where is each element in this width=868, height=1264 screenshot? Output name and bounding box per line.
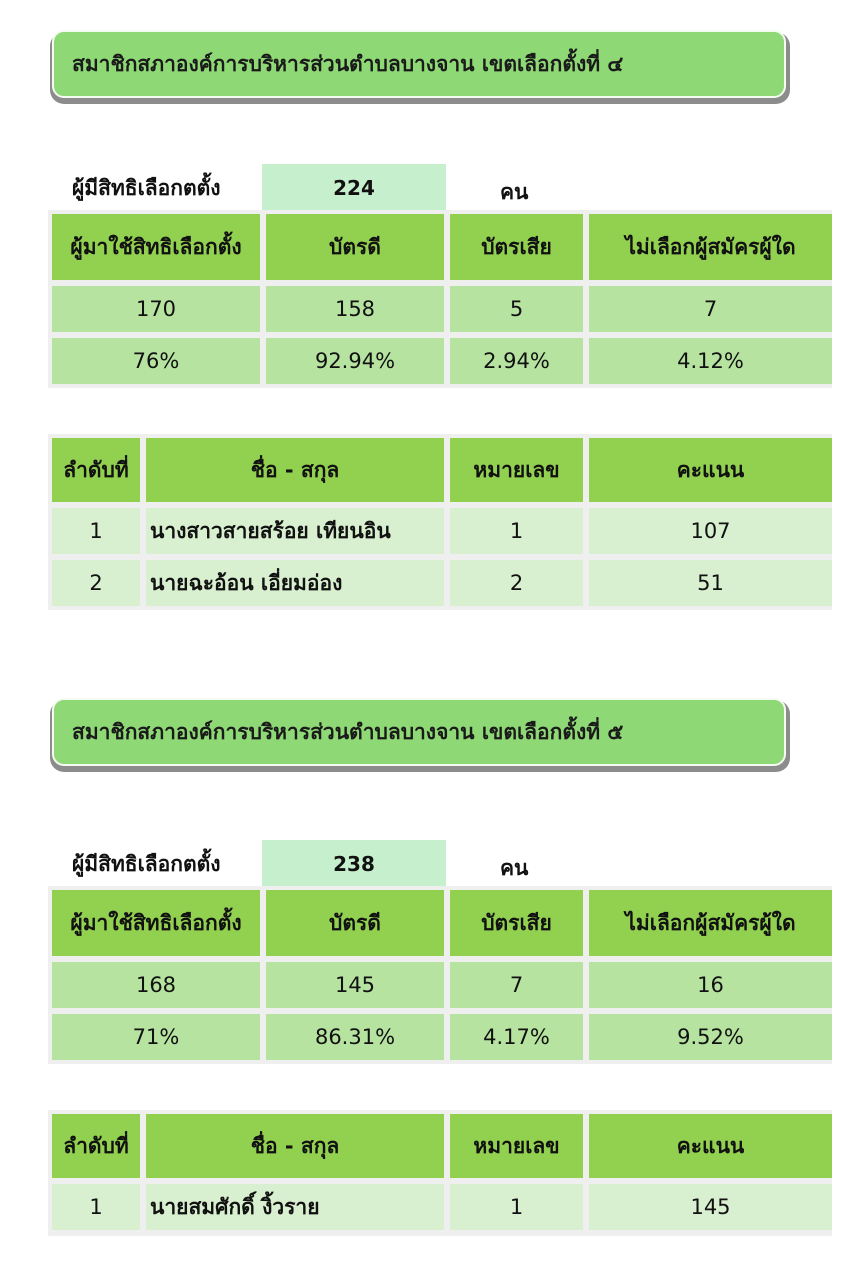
header-name: ชื่อ - สกุล <box>146 1114 444 1178</box>
candidate-order: 1 <box>52 1184 140 1230</box>
election-section-zone-5 <box>0 666 868 1264</box>
candidate-order: 2 <box>52 560 140 606</box>
candidate-results-table <box>48 434 832 610</box>
header-number: หมายเลข <box>450 1114 583 1178</box>
header-valid-ballots: บัตรดี <box>266 890 444 956</box>
header-order: ลำดับที่ <box>52 438 140 502</box>
percent-turnout: 71% <box>52 1014 260 1060</box>
section-title: สมาชิกสภาองค์การบริหารส่วนตำบลบางจาน เขตเลือกตั้งที่ ๕ <box>52 698 786 766</box>
turnout-stats-table <box>48 886 832 1064</box>
header-order: ลำดับที่ <box>52 1114 140 1178</box>
candidate-number: 2 <box>450 560 583 606</box>
count-turnout: 168 <box>52 962 260 1008</box>
candidate-name: นายสมศักดิ์ งิ้วราย <box>146 1184 444 1230</box>
candidate-results-table <box>48 1110 832 1236</box>
percent-turnout: 76% <box>52 338 260 384</box>
eligible-voters-unit: คน <box>500 856 529 880</box>
candidate-order: 1 <box>52 508 140 554</box>
eligible-voters-label: ผู้มีสิทธิเลือกตตั้ง <box>72 852 221 876</box>
header-no-vote: ไม่เลือกผู้สมัครผู้ใด <box>589 890 832 956</box>
candidate-score: 107 <box>589 508 832 554</box>
candidate-score: 51 <box>589 560 832 606</box>
candidate-number: 1 <box>450 508 583 554</box>
header-number: หมายเลข <box>450 438 583 502</box>
candidate-number: 1 <box>450 1184 583 1230</box>
header-score: คะแนน <box>589 438 832 502</box>
count-invalid-ballots: 7 <box>450 962 583 1008</box>
header-name: ชื่อ - สกุล <box>146 438 444 502</box>
percent-no-vote: 4.12% <box>589 338 832 384</box>
percent-no-vote: 9.52% <box>589 1014 832 1060</box>
count-valid-ballots: 158 <box>266 286 444 332</box>
header-no-vote: ไม่เลือกผู้สมัครผู้ใด <box>589 214 832 280</box>
header-turnout: ผู้มาใช้สิทธิเลือกตั้ง <box>52 890 260 956</box>
percent-invalid-ballots: 2.94% <box>450 338 583 384</box>
candidate-name: นายฉะอ้อน เอี่ยมอ่อง <box>146 560 444 606</box>
header-turnout: ผู้มาใช้สิทธิเลือกตั้ง <box>52 214 260 280</box>
header-score: คะแนน <box>589 1114 832 1178</box>
candidate-name: นางสาวสายสร้อย เทียนอิน <box>146 508 444 554</box>
turnout-stats-table <box>48 210 832 388</box>
eligible-voters-label: ผู้มีสิทธิเลือกตตั้ง <box>72 176 221 200</box>
section-title: สมาชิกสภาองค์การบริหารส่วนตำบลบางจาน เขตเลือกตั้งที่ ๔ <box>52 30 786 98</box>
count-no-vote: 7 <box>589 286 832 332</box>
header-invalid-ballots: บัตรเสีย <box>450 214 583 280</box>
eligible-voters-unit: คน <box>500 180 529 204</box>
count-turnout: 170 <box>52 286 260 332</box>
count-valid-ballots: 145 <box>266 962 444 1008</box>
eligible-voters-value: 238 <box>262 840 446 888</box>
count-no-vote: 16 <box>589 962 832 1008</box>
candidate-score: 145 <box>589 1184 832 1230</box>
header-valid-ballots: บัตรดี <box>266 214 444 280</box>
percent-invalid-ballots: 4.17% <box>450 1014 583 1060</box>
eligible-voters-value: 224 <box>262 164 446 212</box>
percent-valid-ballots: 92.94% <box>266 338 444 384</box>
header-invalid-ballots: บัตรเสีย <box>450 890 583 956</box>
count-invalid-ballots: 5 <box>450 286 583 332</box>
percent-valid-ballots: 86.31% <box>266 1014 444 1060</box>
